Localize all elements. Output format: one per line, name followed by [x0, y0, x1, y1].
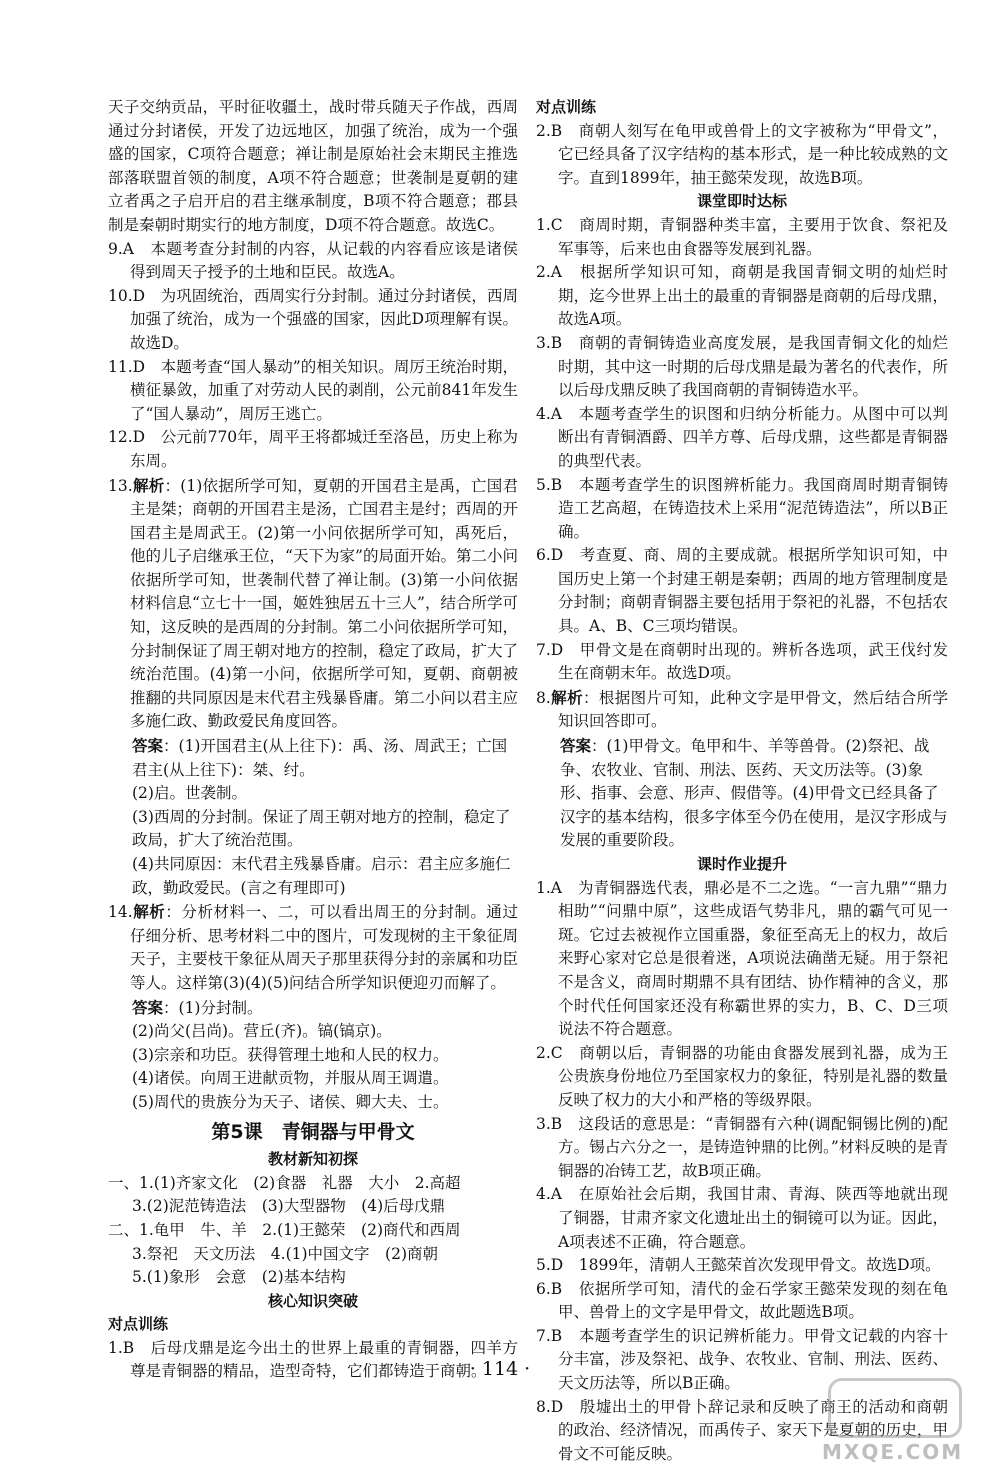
drill-answer-2: 2.B 商朝人刻写在龟甲或兽骨上的文字被称为“甲骨文”，它已经具备了汉字结构的基本形式，是一种比较成熟的文字。直到1899年，抽王懿荣发现，故选B项。: [536, 121, 948, 187]
lesson-title: 第5课 青铜器与甲骨文: [211, 1120, 415, 1143]
answer-label: 答案: [132, 997, 164, 1017]
answer-13-number: 13.: [108, 476, 133, 495]
answer-13-analysis: [108, 474, 518, 735]
answer-line: (4)诸侯。向周王进献贡物，并服从周王调遣。: [132, 1069, 449, 1088]
fill-answer-line: 3.(2)泥范铸造法 (3)大型器物 (4)后母戊鼎: [132, 1197, 446, 1216]
analysis-text: ：(1)依据所学可知，夏朝的开国君主是禹，亡国君主是桀；商朝的开国君主是汤，亡国君主是纣；西周的开国君主是周武王。(2)第一小问依据所学可知，禹死后，他的儿子启继承王位，“天下为家”的局面开始。第二小问依据所学可知，世袭制代替了禅让制。(3)第一小问依据材料信息“立七十一国，姬姓独居五十三人”，结合所学可知，这反映的是西周的分封制。第二小问依据所学可知，分封制保证了周王朝对地方的控制，稳定了政局，扩大了统治范围。(4)第一小问，依据所学可知，夏朝、商朝被推翻的共同原因是末代君主残暴昏庸。第二小问以君主应多施仁政、勤政爱民角度回答。: [130, 476, 518, 731]
analysis-label: 解析: [132, 475, 165, 495]
homework-answer-6: 6.B 依据所学可知，清代的金石学家王懿荣发现的刻在龟甲、兽骨上的文字是甲骨文，故此题选B项。: [536, 1279, 948, 1322]
section-heading-core: 核心知识突破: [267, 1291, 358, 1310]
answer-line: ：(1)开国君主(从上往下)：禹、汤、周武王；亡国君主(从上往下)：桀、纣。: [132, 737, 508, 779]
answer-8-continuation: 天子交纳贡品，平时征收疆土，战时带兵随天子作战，西周通过分封诸侯，开发了边远地区，加强了统治，成为一个强盛的国家，C项符合题意；禅让制是原始社会末期民主推选部落联盟首领的制度，A项不符合题意；世袭制是夏朝的建立者禹之子启开启的君主继承制度，B项不符合题意；郡县制是秦朝时期实行的地方制度，D项不符合题意。故选C。: [108, 98, 518, 234]
answer-12: 12.D 公元前770年，周平王将都城迁至洛邑，历史上称为东周。: [108, 428, 518, 470]
analysis-label: 解析: [550, 687, 583, 707]
answer-line: (5)周代的贵族分为天子、诸侯、卿大夫、士。: [132, 1092, 449, 1111]
homework-answer-5: 5.D 1899年，清朝人王懿荣首次发现甲骨文。故选D项。: [536, 1256, 941, 1275]
drill-answer-1: 1.B 后母戊鼎是迄今出土的世界上最重的青铜器，四羊方尊是青铜器的精品，造型奇特，它们都铸造于商朝。: [108, 1338, 518, 1381]
section-heading-homework: 课时作业提升: [696, 855, 787, 873]
answer-label: 答案: [560, 736, 592, 756]
fill-answer-line: 二、1.龟甲 牛、羊 2.(1)王懿荣 (2)商代和西周: [108, 1220, 461, 1239]
class-answer-4: 4.A 本题考查学生的识图和归纳分析能力。从图中可以判断出有青铜酒爵、四羊方尊、后母戊鼎，这些都是青铜器的典型代表。: [536, 404, 948, 470]
page-number: · 114 ·: [469, 1358, 531, 1380]
answer-13-key: [108, 734, 518, 782]
homework-answer-3: 3.B 这段话的意思是：“青铜器有六种(调配铜锡比例的)配方。锡占六分之一，是铸造钟鼎的比例。”材料反映的是青铜器的冶铸工艺，故B项正确。: [536, 1114, 948, 1180]
homework-answer-4: 4.A 在原始社会后期，我国甘肃、青海、陕西等地就出现了铜器，甘肃齐家文化遗址出土的铜镜可以为证。因此，A项表述不正确，符合题意。: [536, 1185, 948, 1251]
watermark-text: MXQE.COM: [822, 1440, 964, 1464]
analysis-text: ：根据图片可知，此种文字是甲骨文，然后结合所学知识回答即可。: [558, 688, 948, 731]
homework-answer-1: 1.A 为青铜器选代表，鼎必是不二之选。“一言九鼎”“鼎力相助”“问鼎中原”，这些成语气势非凡，鼎的霸气可见一斑。它过去被视作立国重器，象征至高无上的权力，故后来野心家对它总是很着迷，A项说法确凿无疑。用于祭祀不是含义，商周时期鼎不具有团结、协作精神的含义，那个时代任何国家还没有称霸世界的实力，B、C、D三项说法不符合题意。: [536, 878, 948, 1039]
class-answer-3: 3.B 商朝的青铜铸造业高度发展，是我国青铜文化的灿烂时期，其中这一时期的后母戊鼎是最为著名的代表作，所以后母戊鼎反映了我国商朝的青铜铸造水平。: [536, 333, 948, 400]
class-answer-8-analysis: [536, 686, 948, 734]
answer-10: 10.D 为巩固统治，西周实行分封制。通过分封诸侯，西周加强了统治，成为一个强盛的国家，因此D项理解有误。故选D。: [108, 286, 518, 352]
answer-11: 11.D 本题考查“国人暴动”的相关知识。周厉王统治时期，横征暴敛，加重了对劳动人民的剥削，公元前841年发生了“国人暴动”，周厉王逃亡。: [108, 357, 518, 423]
class-answer-2: 2.A 根据所学知识可知，商朝是我国青铜文明的灿烂时期，迄今世界上出土的最重的青铜器是商朝的后母戊鼎，故选A项。: [536, 263, 948, 329]
answer-14-key: [108, 996, 518, 1021]
section-heading-classroom: 课堂即时达标: [696, 192, 787, 211]
left-column: [108, 96, 518, 1384]
answer-line: (4)共同原因：末代君主残暴昏庸。启示：君主应多施仁政，勤政爱民。(言之有理即可): [132, 855, 511, 897]
watermark-icon: [828, 1378, 962, 1438]
answer-label: 答案: [132, 736, 164, 756]
section-heading-new-knowledge: 教材新知初探: [267, 1150, 358, 1169]
analysis-label: 解析: [132, 902, 166, 922]
watermark-logo: [822, 1378, 962, 1464]
section-heading-drill: 对点训练: [536, 98, 597, 116]
answer-line: (3)西周的分封制。保证了周王朝对地方的控制，稳定了政局，扩大了统治范围。: [132, 807, 511, 850]
answer-14-number: 14.: [108, 903, 133, 922]
answer-line: (2)尚父(吕尚)。营丘(齐)。镐(镐京)。: [132, 1022, 392, 1041]
right-column: [536, 96, 948, 1466]
class-answer-5: 5.B 本题考查学生的识图辨析能力。我国商周时期青铜铸造工艺高超，在铸造技术上采用“泥范铸造法”，所以B正确。: [536, 475, 948, 541]
class-answer-8-number: 8.: [536, 688, 551, 707]
fill-answer-line: 一、1.(1)齐家文化 (2)食器 礼器 大小 2.高超: [108, 1173, 461, 1192]
class-answer-1: 1.C 商周时期，青铜器种类丰富，主要用于饮食、祭祀及军事等，后来也由食器等发展到礼器。: [536, 215, 948, 258]
answer-line: (2)启。世袭制。: [132, 784, 247, 803]
answer-text: ：(1)甲骨文。龟甲和牛、羊等兽骨。(2)祭祀、战争、农牧业、官制、刑法、医药、天文历法等。(3)象形、指事、会意、形声、假借等。(4)甲骨文已经具备了汉字的基本结构，很多字体至今仍在使用，是汉字形成与发展的重要阶段。: [560, 737, 948, 850]
class-answer-6: 6.D 考查夏、商、周的主要成就。根据所学知识可知，中国历史上第一个封建王朝是秦朝；西周的地方管理制度是分封制；商朝青铜器主要包括用于祭祀的礼器，不包括农具。A、B、C三项均错误。: [536, 546, 948, 636]
answer-line: (3)宗亲和功臣。获得管理土地和人民的权力。: [132, 1045, 449, 1064]
class-answer-8-key: [536, 734, 948, 853]
class-answer-7: 7.D 甲骨文是在商朝时出现的。辨析各选项，武王伐纣发生在商朝末年。故选D项。: [536, 640, 948, 683]
analysis-text: ：分析材料一、二，可以看出周王的分封制。通过仔细分析、思考材料二中的图片，可发现树的主干象征周天子，主要枝干象征从周天子那里获得分封的亲属和功臣等人。这样第(3)(4)(5)问结合所学知识便迎刃而解了。: [130, 903, 518, 992]
fill-answer-line: 5.(1)象形 会意 (2)基本结构: [132, 1268, 346, 1287]
homework-answer-8: 8.D 殷墟出土的甲骨卜辞记录和反映了商王的活动和商朝的政治、经济情况，而禹传子、家天下是夏朝的历史，甲骨文不可能反映。: [536, 1397, 948, 1463]
homework-answer-2: 2.C 商朝以后，青铜器的功能由食器发展到礼器，成为王公贵族身份地位乃至国家权力的象征，特别是礼器的数量反映了权力的大小和严格的等级界限。: [536, 1043, 948, 1109]
answer-9: 9.A 本题考查分封制的内容，从记载的内容看应该是诸侯得到周天子授予的土地和臣民。故选A。: [108, 239, 518, 282]
homework-answer-7: 7.B 本题考查学生的识记辨析能力。甲骨文记载的内容十分丰富，涉及祭祀、战争、农牧业、官制、刑法、医药、天文历法等，所以B正确。: [536, 1326, 948, 1393]
answer-14-analysis: [108, 900, 518, 995]
section-heading-drill: 对点训练: [108, 1315, 169, 1334]
answer-line: ：(1)分封制。: [163, 998, 263, 1017]
fill-answer-line: 3.祭祀 天文历法 4.(1)中国文字 (2)商朝: [132, 1244, 438, 1263]
